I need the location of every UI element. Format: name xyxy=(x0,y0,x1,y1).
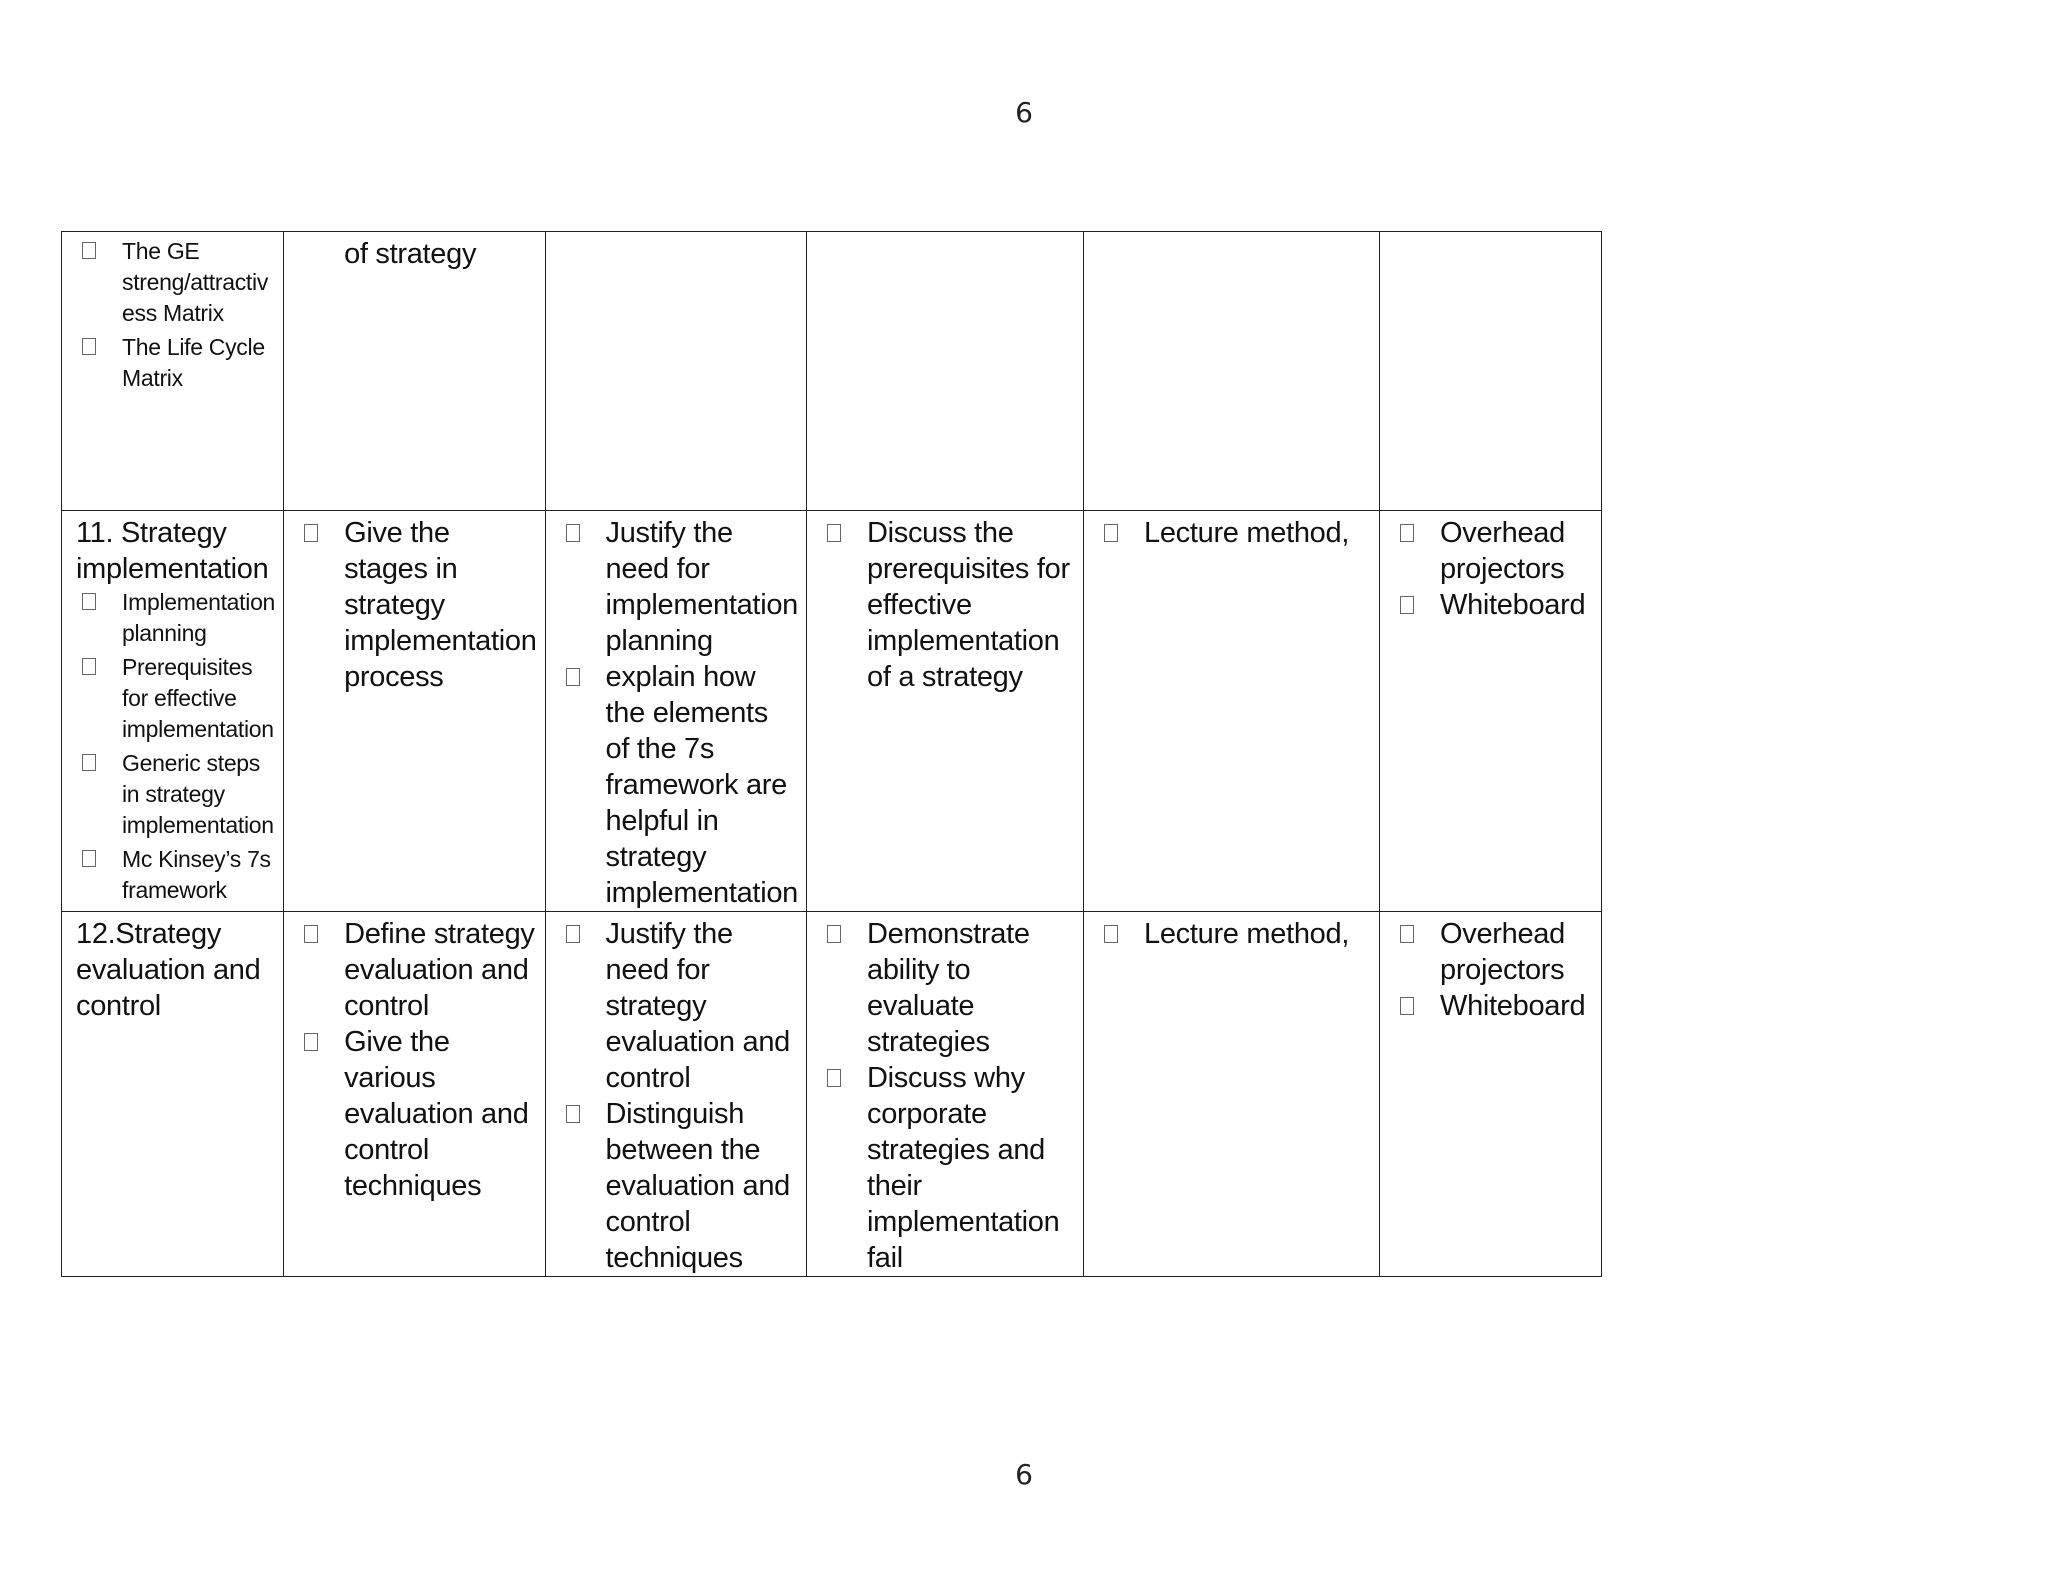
list-item-text: Define strategy evaluation and control xyxy=(344,918,535,1022)
table-row xyxy=(62,912,1602,1277)
list-item xyxy=(76,332,275,394)
list-item-text: Overhead projectors xyxy=(1440,918,1565,986)
list-item-text: Give the stages in strategy implementation process xyxy=(344,517,537,693)
list-item-text: Distinguish between the evaluation and control techniques xyxy=(605,1098,790,1274)
list-item-text: Discuss the prerequisites for effective implementation of a strategy xyxy=(867,517,1070,693)
list-item xyxy=(1394,587,1593,623)
list-item xyxy=(76,844,275,906)
list-item-text: Justify the need for implementation planning xyxy=(605,517,798,657)
list-item-text: Generic steps in strategy implementation xyxy=(122,750,274,838)
list-item-text: Give the various evaluation and control techniques xyxy=(344,1026,529,1202)
list-item xyxy=(76,236,275,329)
topic-title: 12.Strategy evaluation and control xyxy=(76,918,261,1022)
list-item xyxy=(560,1096,798,1276)
list-item xyxy=(298,515,536,695)
page-number-bottom: 6 xyxy=(1015,1458,1033,1491)
checkbox-bullet-icon xyxy=(827,925,841,943)
objectives-cell xyxy=(284,232,545,511)
checkbox-bullet-icon xyxy=(82,338,96,355)
list-item xyxy=(1394,515,1593,587)
topic-cell xyxy=(62,912,284,1277)
list-item xyxy=(821,515,1075,695)
list-item-text: Mc Kinsey’s 7s framework xyxy=(122,846,271,903)
empty-cell xyxy=(1380,232,1602,511)
checkbox-bullet-icon xyxy=(1104,925,1118,943)
list-item-text: Lecture method, xyxy=(1144,918,1350,950)
list-item xyxy=(1394,916,1593,988)
list-item-text: Discuss why corporate strategies and their implementation fail xyxy=(867,1062,1060,1274)
checkbox-bullet-icon xyxy=(304,925,318,943)
objectives-cell xyxy=(284,511,545,912)
checkbox-bullet-icon xyxy=(1400,997,1414,1015)
list-item xyxy=(1394,988,1593,1024)
list-item xyxy=(821,916,1075,1060)
resources-cell xyxy=(1380,912,1602,1277)
checkbox-bullet-icon xyxy=(1400,524,1414,542)
checkbox-bullet-icon xyxy=(1104,524,1118,542)
empty-cell xyxy=(545,232,806,511)
resources-cell xyxy=(1380,511,1602,912)
table-row xyxy=(62,511,1602,912)
methods-cell xyxy=(1084,511,1380,912)
skills-cell xyxy=(807,511,1084,912)
list-item xyxy=(76,748,275,841)
list-item xyxy=(76,652,275,745)
checkbox-bullet-icon xyxy=(566,925,580,943)
list-item xyxy=(76,587,275,649)
list-item-text: The Life Cycle Matrix xyxy=(122,334,265,391)
objectives-cell xyxy=(284,912,545,1277)
list-item-text: Prerequisites for effective implementation xyxy=(122,654,274,742)
checkbox-bullet-icon xyxy=(566,524,580,542)
list-item-text: The GE streng/attractiv ess Matrix xyxy=(122,238,269,326)
outcomes-cell xyxy=(545,912,806,1277)
methods-cell xyxy=(1084,912,1380,1277)
list-item-text: Whiteboard xyxy=(1440,589,1586,621)
checkbox-bullet-icon xyxy=(827,1069,841,1087)
checkbox-bullet-icon xyxy=(82,242,96,259)
list-item-text: Justify the need for strategy evaluation and control xyxy=(605,918,790,1094)
list-item xyxy=(560,515,798,659)
curriculum-table xyxy=(61,231,1602,1277)
checkbox-bullet-icon xyxy=(82,593,96,610)
checkbox-bullet-icon xyxy=(82,754,96,771)
outcomes-cell xyxy=(545,511,806,912)
list-item-text: Overhead projectors xyxy=(1440,517,1565,585)
checkbox-bullet-icon xyxy=(566,1105,580,1123)
checkbox-bullet-icon xyxy=(1400,925,1414,943)
list-item-text: Implementation planning xyxy=(122,589,276,646)
topic-cell xyxy=(62,232,284,511)
list-item xyxy=(1098,515,1371,551)
topic-cell xyxy=(62,511,284,912)
list-item xyxy=(560,659,798,911)
continuation-text: of strategy xyxy=(344,238,477,270)
checkbox-bullet-icon xyxy=(304,1033,318,1051)
topic-title: 11. Strategy implementation xyxy=(76,517,269,585)
checkbox-bullet-icon xyxy=(82,658,96,675)
empty-cell xyxy=(807,232,1084,511)
table-row xyxy=(62,232,1602,511)
skills-cell xyxy=(807,912,1084,1277)
list-item xyxy=(560,916,798,1096)
checkbox-bullet-icon xyxy=(304,524,318,542)
empty-cell xyxy=(1084,232,1380,511)
checkbox-bullet-icon xyxy=(566,668,580,686)
list-item-text: Lecture method, xyxy=(1144,517,1350,549)
checkbox-bullet-icon xyxy=(827,524,841,542)
checkbox-bullet-icon xyxy=(82,850,96,867)
list-item-text: Demonstrate ability to evaluate strategies xyxy=(867,918,1030,1058)
page-number-top: 6 xyxy=(1015,96,1033,129)
list-item-text: Whiteboard xyxy=(1440,990,1586,1022)
list-item xyxy=(298,916,536,1024)
list-item xyxy=(1098,916,1371,952)
checkbox-bullet-icon xyxy=(1400,596,1414,614)
list-item xyxy=(298,1024,536,1204)
list-item-text: explain how the elements of the 7s framework are helpful in strategy implementation xyxy=(605,661,798,909)
list-item xyxy=(821,1060,1075,1276)
